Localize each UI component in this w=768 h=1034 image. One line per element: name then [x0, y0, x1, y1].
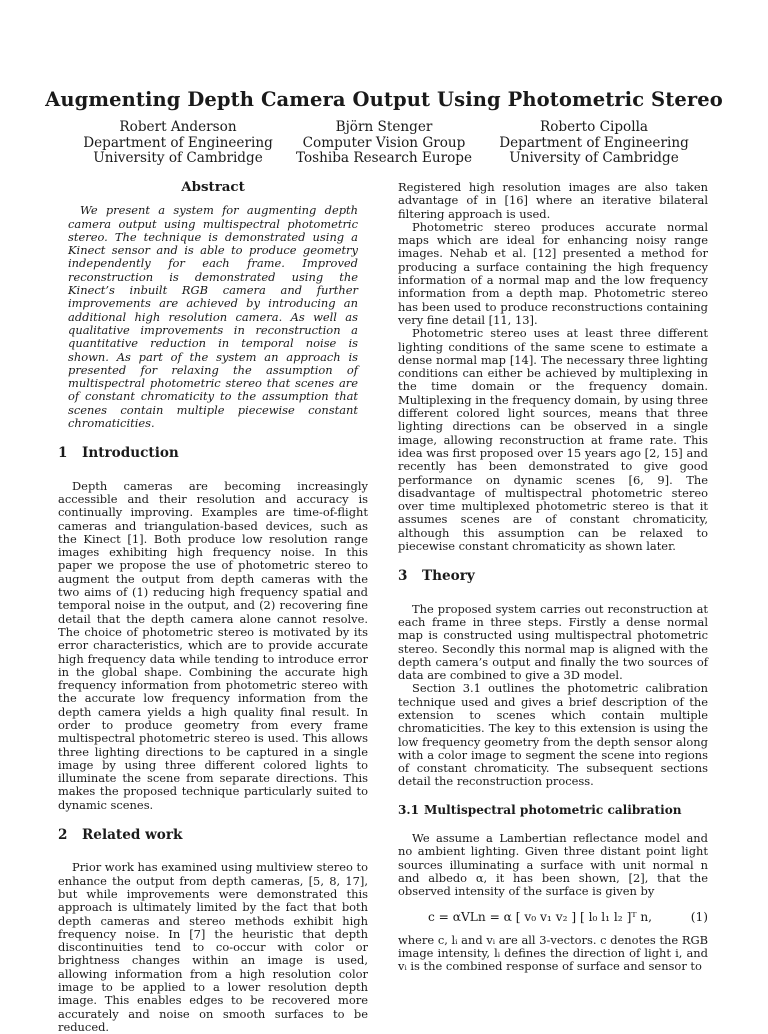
- right-column: [398, 181, 708, 974]
- author-name: Björn Stenger: [335, 119, 433, 135]
- paper-title: Augmenting Depth Camera Output Using Photometric Stereo: [45, 88, 723, 111]
- subsection-heading: [398, 804, 708, 817]
- equation-row: [398, 911, 708, 924]
- section-number: 1: [58, 445, 68, 462]
- author-affiliation: University of Cambridge: [93, 150, 263, 167]
- author-block: [494, 120, 694, 167]
- paragraph: Prior work has examined using multiview stereo to enhance the output from depth cameras, [5, 8, 17], but while improvements were demonstrated this approach is ultimately limited by the fact that both depth cameras and stereo methods exhibit high frequency noise. In [7] the heuristic that depth discontinuities tend to co-occur with color or brightness changes within an image is used, allowing information from a high resolution color image to be applied to a lower resolution depth image. This enables edges to be recovered more accurately and noise on smooth surfaces to be reduced.: [58, 860, 368, 1034]
- author-department: Department of Engineering: [83, 134, 273, 151]
- author-department: Department of Engineering: [499, 134, 689, 151]
- paragraph: Photometric stereo produces accurate normal maps which are ideal for enhancing noisy range images. Nehab et al. [12] presented a method for producing a surface containing the high frequency information of a normal map and the low frequency information from a depth map. Photometric stereo has been used to produce reconstructions containing very fine detail [11, 13].: [398, 219, 708, 327]
- paragraph: Registered high resolution images are also taken advantage of in [16] where an iterative bilateral filtering approach is used.: [398, 180, 708, 221]
- author-department: Computer Vision Group: [302, 134, 466, 151]
- section-number: 3: [398, 568, 408, 585]
- author-name: Roberto Cipolla: [539, 119, 649, 135]
- author-block: [78, 120, 278, 167]
- author-affiliation: University of Cambridge: [509, 150, 679, 167]
- paragraph: The proposed system carries out reconstruction at each frame in three steps. Firstly a dense normal map is constructed using multispectral photometric stereo. Secondly this normal map is aligned with the depth camera’s output and finally the two sources of data are combined to give a 3D model.: [398, 601, 708, 683]
- subsection-title: Multispectral photometric calibration: [424, 802, 682, 817]
- author-block: [284, 120, 484, 167]
- paragraph: Depth cameras are becoming increasingly accessible and their resolution and accuracy is continually improving. Examples are time-of-flight cameras and triangulation-based devices, such as the Kinect [1]. Both produce low resolution range images exhibiting high frequency noise. In this paper we propose the use of photometric stereo to augment the output from depth cameras with the two aims of (1) reducing high frequency spatial and temporal noise in the output, and (2) recovering fine detail that the depth camera alone cannot resolve. The choice of photometric stereo is motivated by its error characteristics, which are to provide accurate high frequency data while tending to introduce error in the global shape. Combining the accurate high frequency information from photometric stereo with the accurate low frequency information from the depth camera yields a high quality final result. In order to produce geometry from every frame multispectral photometric stereo is used. This allows three lighting directions to be captured in a single image by using three different colored lights to illuminate the scene from separate directions. This makes the proposed technique particularly suited to dynamic scenes.: [58, 478, 368, 812]
- left-column: [58, 181, 368, 1034]
- section-heading: [58, 447, 368, 460]
- section-title: Introduction: [82, 445, 179, 462]
- section-heading: [398, 570, 708, 583]
- section-title: Theory: [422, 568, 475, 585]
- abstract-heading: Abstract: [181, 179, 245, 195]
- author-name: Robert Anderson: [119, 119, 237, 135]
- paragraph: Photometric stereo uses at least three different lighting conditions of the same scene to estimate a dense normal map [14]. The necessary three lighting conditions can either be achieved by multiplexing in the time domain or the frequency domain. Multiplexing in the frequency domain, by using three different colored light sources, means that three lighting directions can be observed in a single image, allowing reconstruction at frame rate. This idea was first proposed over 15 years ago [2, 15] and recently has been demonstrated to give good performance on dynamic scenes [6, 9]. The disadvantage of multispectral photometric stereo over time multiplexed photometric stereo is that it assumes scenes are of constant chromaticity, although this assumption can be relaxed to piecewise constant chromaticity as shown later.: [398, 326, 708, 554]
- paragraph: We assume a Lambertian reflectance model and no ambient lighting. Given three distant point light sources illuminating a surface with unit normal n and albedo α, it has been shown, [2], that the observed intensity of the surface is given by: [398, 831, 708, 899]
- subsection-number: 3.1: [398, 802, 420, 817]
- section-title: Related work: [82, 827, 183, 844]
- equation: c = αVLn = α [ v₀ v₁ v₂ ] [ l₀ l₁ l₂ ]ᵀ n,: [427, 909, 653, 924]
- section-heading: [58, 829, 368, 842]
- author-affiliation: Toshiba Research Europe: [295, 150, 473, 167]
- paragraph: Section 3.1 outlines the photometric calibration technique used and gives a brief description of the extension to scenes which contain multiple chromaticities. The key to this extension is using the low frequency geometry from the depth sensor along with a color image to segment the scene into regions of constant chromaticity. The subsequent sections detail the reconstruction process.: [398, 681, 708, 789]
- paragraph: where c, lᵢ and vᵢ are all 3-vectors. c denotes the RGB image intensity, lᵢ defines the direction of light i, and vᵢ is the combined response of surface and sensor to: [398, 932, 708, 974]
- abstract: [68, 204, 358, 430]
- equation-number: (1): [690, 909, 708, 924]
- abstract-text: We present a system for augmenting depth camera output using multispectral photometric stereo. The technique is demonstrated using a Kinect sensor and is able to produce geometry independently for each frame. Improved reconstruction is demonstrated using the Kinect’s inbuilt RGB camera and further improvements are achieved by introducing an additional high resolution camera. As well as qualitative improvements in reconstruction a quantitative reduction in temporal noise is shown. As part of the system an approach is presented for relaxing the assumption of multispectral photometric stereo that scenes are of constant chromaticity to the assumption that scenes contain multiple piecewise constant chromaticities.: [68, 203, 358, 431]
- section-number: 2: [58, 827, 68, 844]
